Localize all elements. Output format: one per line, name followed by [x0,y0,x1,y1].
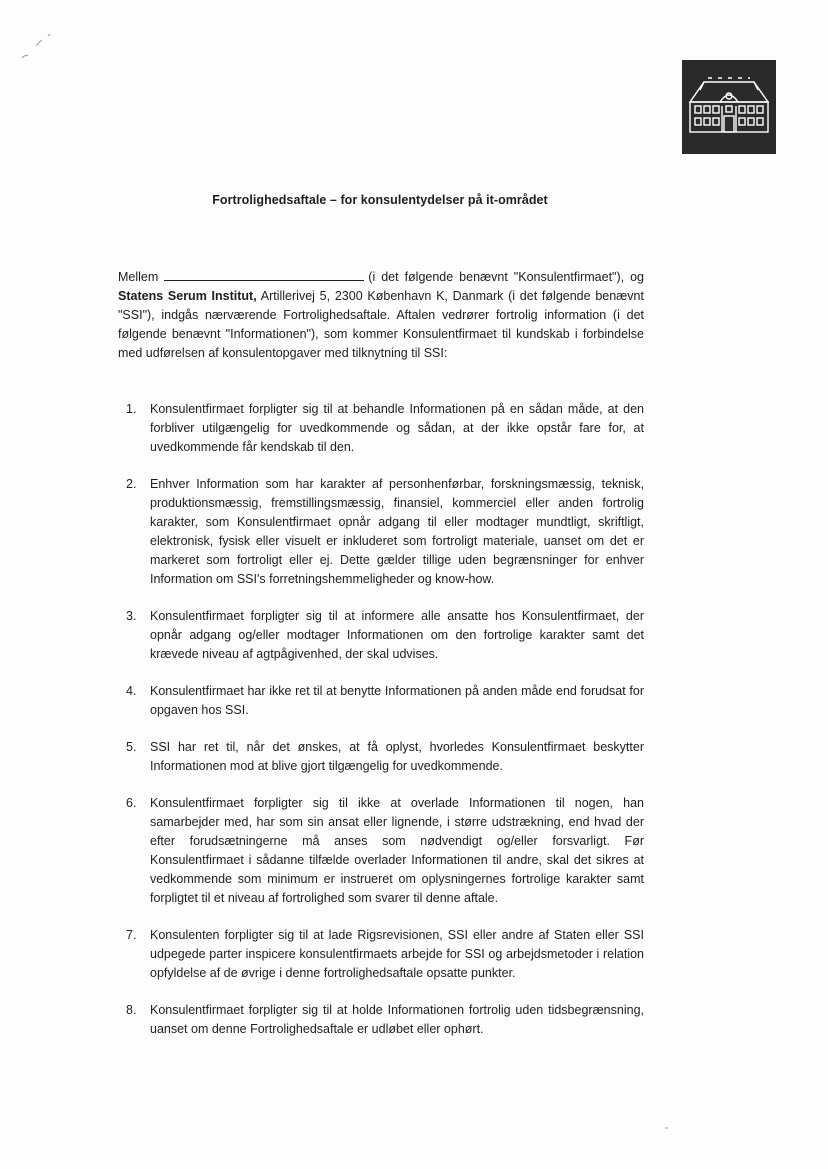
clause-text: Konsulentfirmaet forpligter sig til at holde Informationen fortrolig uden tidsbegrænsning, uanset om denne Fortrolighedsaftale er udløbet eller ophørt. [150,1003,644,1036]
clause-item [118,794,644,908]
clause-list [118,400,644,1057]
clause-item [118,1001,644,1039]
clause-item [118,607,644,664]
clause-number: 2. [126,477,137,491]
intro-paragraph [118,268,644,363]
pen-mark-icon [18,28,58,68]
clause-number: 5. [126,740,137,754]
clause-text: SSI har ret til, når det ønskes, at få oplyst, hvorledes Konsulentfirmaet beskytter Informationen mod at blive gjort tilgængelig for uvedkommende. [150,740,644,773]
clause-number: 7. [126,928,137,942]
clause-number: 1. [126,402,137,416]
consultant-name-blank-field[interactable] [164,269,364,281]
clause-text: Konsulentfirmaet forpligter sig til ikke at overlade Informationen til nogen, han samarbejder med, har som sin ansat eller lignende, i større udstrækning, end hvad der efter forudsætningerne må anses som nødvendigt og/eller forsvarligt. Før Konsulentfirmaet i sådanne tilfælde overlader Informationen til andre, skal det sikres at vedkommende som minimum er instrueret om oplysningernes fortrolige karakter samt forpligtet til et niveau af fortrolighed som svarer til denne aftale. [150,796,644,905]
clause-number: 4. [126,684,137,698]
clause-text: Enhver Information som har karakter af personhenførbar, forskningsmæssig, teknisk, produktionsmæssig, fremstillingsmæssig, finansiel, kommerciel eller anden fortrolig karakter, som Konsulentfirmaet opnår adgang til eller modtager mundtligt, skriftligt, elektronisk, fysisk eller visuelt er inkluderet som fortroligt materiale, uanset om det er markeret som fortroligt eller ej. Dette gælder tillige uden begrænsninger for enhver Information om SSI's forretningshemmeligheder og know-how. [150,477,644,586]
institute-building-logo [682,60,776,154]
intro-after-blank: (i det følgende benævnt "Konsulentfirmaet"), og [368,270,644,284]
clause-text: Konsulentfirmaet forpligter sig til at informere alle ansatte hos Konsulentfirmaet, der opnår adgang og/eller modtager Informationen om den fortrolige karakter samt det krævede niveau af agtpågivenhed, der skal udvises. [150,609,644,661]
document-title: Fortrolighedsaftale – for konsulentydelser på it-området [212,193,548,207]
clause-number: 3. [126,609,137,623]
clause-item [118,682,644,720]
building-icon [682,60,776,154]
clause-text: Konsulenten forpligter sig til at lade Rigsrevisionen, SSI eller andre af Staten eller SSI udpegede parter inspicere konsulentfirmaets arbejde for SSI og arbejdsmetoder i relation opfyldelse af de øvrige i denne fortrolighedsaftale opsatte punkter. [150,928,644,980]
scan-speck [665,1127,668,1129]
clause-text: Konsulentfirmaet har ikke ret til at benytte Informationen på anden måde end forudsat for opgaven hos SSI. [150,684,644,717]
clause-number: 8. [126,1003,137,1017]
clause-item [118,400,644,457]
intro-rest: Artillerivej 5, 2300 København K, Danmark (i det følgende benævnt "SSI"), indgås nærværende Fortrolighedsaftale. Aftalen vedrører fortrolig information (i det følgende benævnt "Informationen"), som kommer Konsulentfirmaet til kundskab i forbindelse med udførelsen af konsulentopgaver med tilknytning til SSI: [118,289,644,360]
clause-item [118,926,644,983]
intro-lead: Mellem [118,270,159,284]
clause-text: Konsulentfirmaet forpligter sig til at behandle Informationen på en sådan måde, at den forbliver utilgængelig for uvedkommende og sådan, at der ikke opstår fare for, at uvedkommende får kendskab til den. [150,402,644,454]
party-name: Statens Serum Institut, [118,289,257,303]
clause-number: 6. [126,796,137,810]
clause-item [118,475,644,589]
clause-item [118,738,644,776]
